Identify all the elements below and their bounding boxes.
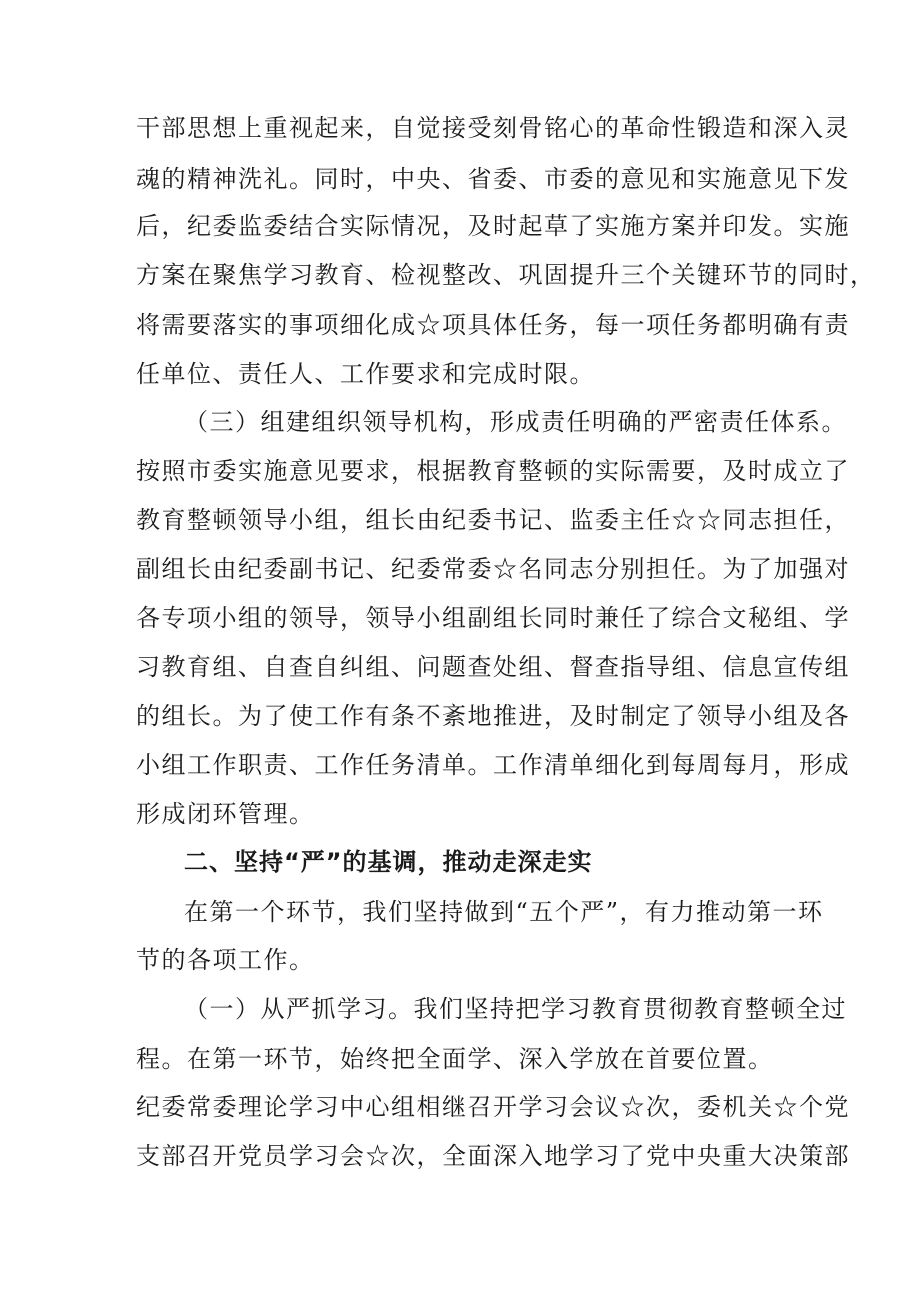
section-subheading: （一）从严抓学习。我们坚持把学习教育贯彻教育整顿全过	[184, 995, 847, 1023]
text-line: 各专项小组的领导，领导小组副组长同时兼任了综合文秘组、学	[136, 604, 850, 632]
text-line: 习教育组、自查自纠组、问题查处组、督查指导组、信息宣传组	[136, 653, 850, 681]
text-line: 教育整顿领导小组，组长由纪委书记、监委主任☆☆同志担任，	[136, 506, 850, 534]
text-line: 的组长。为了使工作有条不紊地推进，及时制定了领导小组及各	[136, 702, 850, 730]
text-line: 干部思想上重视起来，自觉接受刻骨铭心的革命性锻造和深入灵	[136, 114, 850, 142]
text-line: 在第一个环节，我们坚持做到“五个严”，有力推动第一环	[184, 898, 824, 926]
section-subheading: （三）组建组织领导机构，形成责任明确的严密责任体系。	[184, 408, 847, 436]
text-line: 魂的精神洗礼。同时，中央、省委、市委的意见和实施意见下发	[136, 165, 850, 193]
text-line: 节的各项工作。	[136, 946, 315, 974]
text-line: 副组长由纪委副书记、纪委常委☆名同志分别担任。为了加强对	[136, 555, 850, 583]
text-line: 将需要落实的事项细化成☆项具体任务，每一项任务都明确有责	[136, 311, 850, 339]
text-line: 程。在第一环节，始终把全面学、深入学放在首要位置。	[136, 1045, 774, 1073]
text-line: 后，纪委监委结合实际情况，及时起草了实施方案并印发。实施	[136, 212, 850, 240]
text-line: 纪委常委理论学习中心组相继召开学习会议☆次，委机关☆个党	[136, 1093, 850, 1121]
text-line: 按照市委实施意见要求，根据教育整顿的实际需要，及时成立了	[136, 457, 850, 485]
text-line: 任单位、责任人、工作要求和完成时限。	[136, 360, 595, 388]
text-line: 形成闭环管理。	[136, 800, 315, 828]
text-line: 小组工作职责、工作任务清单。工作清单细化到每周每月，形成	[136, 751, 850, 779]
text-line: 支部召开党员学习会☆次，全面深入地学习了党中央重大决策部	[136, 1142, 850, 1170]
section-heading: 二、坚持“严”的基调，推动走深走实	[184, 848, 593, 876]
text-line: 方案在聚焦学习教育、检视整改、巩固提升三个关键环节的同时，	[136, 261, 876, 289]
